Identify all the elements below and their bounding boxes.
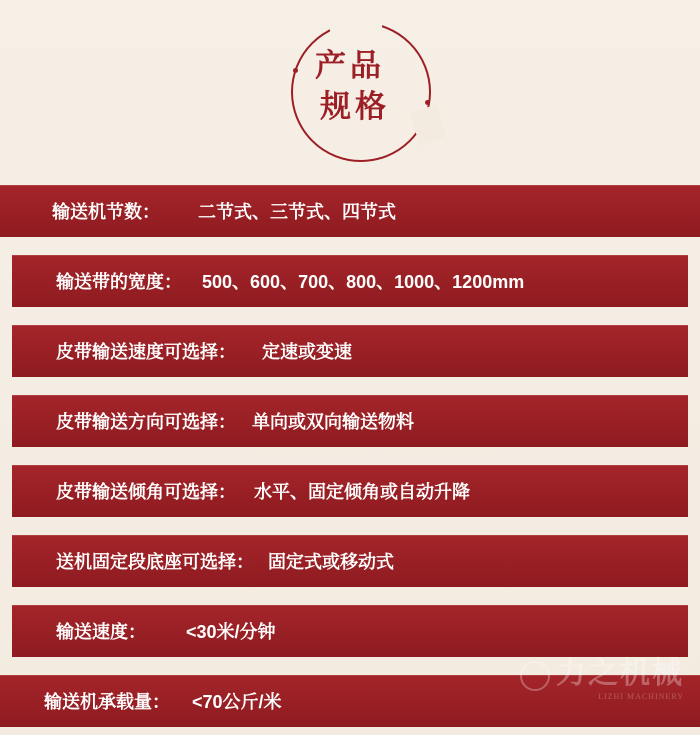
spec-label: 皮带输送方向可选择： xyxy=(56,412,236,432)
spec-value: 单向或双向输送物料 xyxy=(252,412,414,432)
spec-value: 定速或变速 xyxy=(262,342,352,362)
page-header xyxy=(0,0,700,185)
page-title-line-2: 规格 xyxy=(320,89,390,124)
spec-label: 输送带的宽度： xyxy=(56,272,182,292)
watermark-text: 力之机械 xyxy=(556,656,684,690)
spec-value: 水平、固定倾角或自动升降 xyxy=(254,482,470,502)
spec-list xyxy=(0,185,700,735)
spec-value: 500、600、700、800、1000、1200mm xyxy=(202,272,525,292)
spec-row xyxy=(0,675,700,727)
spec-value: <70公斤/米 xyxy=(192,692,282,712)
spec-label: 输送机节数： xyxy=(52,202,160,222)
spec-label: 皮带输送倾角可选择： xyxy=(56,482,236,502)
spec-value: 固定式或移动式 xyxy=(268,552,394,572)
spec-row xyxy=(12,255,688,307)
spec-row xyxy=(12,605,688,657)
page-title-line-1: 产品 xyxy=(315,48,385,83)
spec-row xyxy=(0,185,700,237)
spec-value: 二节式、三节式、四节式 xyxy=(198,202,396,222)
spec-row xyxy=(12,325,688,377)
page-title xyxy=(0,45,700,127)
spec-label: 皮带输送速度可选择： xyxy=(56,342,236,362)
watermark-subtext: LIZHI MACHINERY xyxy=(598,692,684,701)
ring-gap-top xyxy=(330,14,382,34)
spec-value: <30米/分钟 xyxy=(186,622,276,642)
spec-row xyxy=(12,535,688,587)
spec-label: 输送机承载量： xyxy=(44,692,170,712)
spec-label: 输送速度： xyxy=(56,622,146,642)
spec-label: 送机固定段底座可选择： xyxy=(56,552,254,572)
spec-row xyxy=(12,395,688,447)
spec-row xyxy=(12,465,688,517)
